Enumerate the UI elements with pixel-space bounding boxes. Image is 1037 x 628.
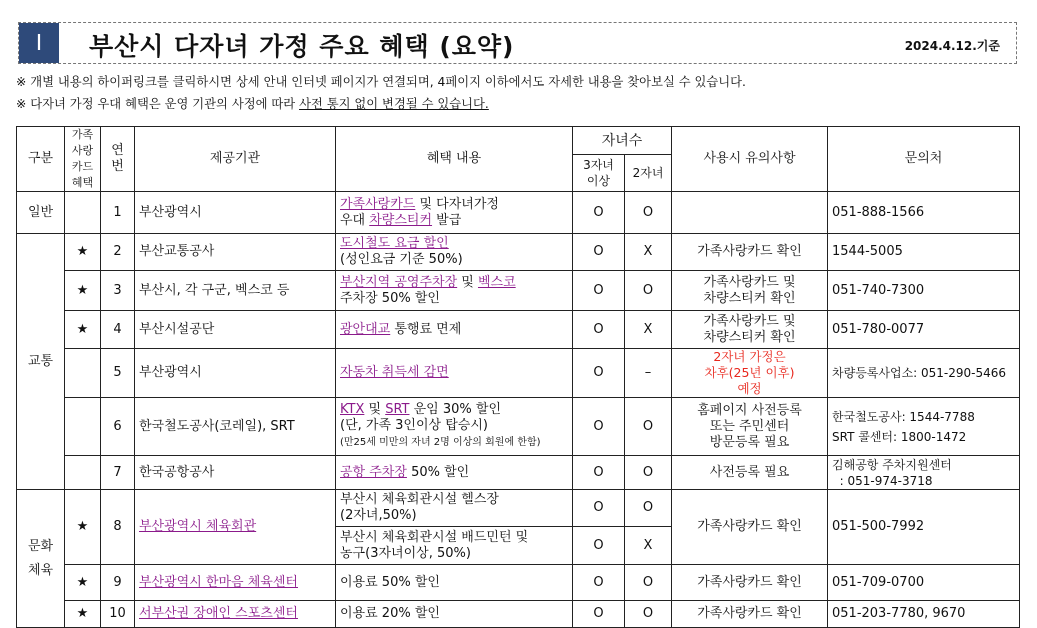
group-transport: 교통 xyxy=(17,234,65,490)
contact-cell: 051-888-1566 xyxy=(828,192,1020,234)
row-number: 6 xyxy=(101,398,135,456)
header-category: 구분 xyxy=(17,127,65,192)
star-icon: ★ xyxy=(65,271,101,311)
star-icon: ★ xyxy=(65,601,101,628)
header-family-card: 가족 사랑 카드 혜택 xyxy=(65,127,101,192)
disabled-sports-center-link[interactable]: 서부산권 장애인 스포츠센터 xyxy=(139,606,298,621)
header-serial: 연 번 xyxy=(101,127,135,192)
subway-discount-link[interactable]: 도시철도 요금 할인 xyxy=(340,236,449,251)
hanmaum-center-link[interactable]: 부산광역시 한마음 체육센터 xyxy=(139,574,298,590)
provider-cell xyxy=(135,565,336,601)
bexco-link[interactable]: 벡스코 xyxy=(477,274,516,290)
row-number: 2 xyxy=(101,234,135,271)
page-header xyxy=(18,22,1017,64)
sports-hall-link[interactable]: 부산광역시 체육회관 xyxy=(139,519,257,534)
row-number: 4 xyxy=(101,311,135,349)
contact-cell: 차량등록사업소: 051-290-5466 xyxy=(828,349,1020,398)
star-icon: ★ xyxy=(65,311,101,349)
three-plus-cell: O xyxy=(573,490,625,527)
header-two: 2자녀 xyxy=(625,155,672,192)
note-change xyxy=(16,94,489,112)
provider-cell xyxy=(135,490,336,565)
notes-cell xyxy=(672,192,828,234)
family-card-link[interactable]: 가족사랑카드 xyxy=(340,196,416,212)
row-number: 10 xyxy=(101,601,135,628)
provider-cell: 부산시, 각 구군, 벡스코 등 xyxy=(135,271,336,311)
three-plus-cell: O xyxy=(573,271,625,311)
contact-cell: 051-780-0077 xyxy=(828,311,1020,349)
notes-cell: 가족사랑카드 확인 xyxy=(672,565,828,601)
note-hyperlink: ※ 개별 내용의 하이퍼링크를 클릭하시면 상세 안내 인터넷 페이지가 연결되며, 4페이지 이하에서도 자세한 내용을 찾아보실 수 있습니다. xyxy=(16,75,746,89)
three-plus-cell: O xyxy=(573,565,625,601)
two-cell: X xyxy=(625,527,672,565)
page-title: 부산시 다자녀 가정 주요 혜택 (요약) xyxy=(89,32,515,61)
contact-cell: 051-500-7992 xyxy=(828,490,1020,565)
section-number-badge: Ⅰ xyxy=(19,23,59,63)
contact-cell: 1544-5005 xyxy=(828,234,1020,271)
vehicle-sticker-link[interactable]: 차량스티커 xyxy=(369,212,433,228)
three-plus-cell: O xyxy=(573,527,625,565)
group-culture: 문화 체육 xyxy=(17,490,65,628)
provider-cell: 한국공항공사 xyxy=(135,456,336,490)
notes-cell: 2자녀 가정은 차후(25년 이후) 예정 xyxy=(672,349,828,398)
srt-link[interactable]: SRT xyxy=(385,402,410,417)
table-row xyxy=(17,601,1020,628)
benefit-cell: 공항 주차장 50% 할인 xyxy=(336,456,573,490)
three-plus-cell: O xyxy=(573,311,625,349)
header-contact: 문의처 xyxy=(828,127,1020,192)
contact-cell: 051-203-7780, 9670 xyxy=(828,601,1020,628)
two-cell: O xyxy=(625,601,672,628)
provider-cell: 부산교통공사 xyxy=(135,234,336,271)
airport-parking-link[interactable]: 공항 주차장 xyxy=(340,464,407,480)
benefit-cell: 도시철도 요금 할인 (성인요금 기준 50%) xyxy=(336,234,573,271)
row-number: 9 xyxy=(101,565,135,601)
header-provider: 제공기관 xyxy=(135,127,336,192)
benefits-table xyxy=(16,126,1020,628)
notes-cell: 사전등록 필요 xyxy=(672,456,828,490)
three-plus-cell: O xyxy=(573,349,625,398)
table-row xyxy=(17,349,1020,398)
provider-cell xyxy=(135,601,336,628)
table-row xyxy=(17,234,1020,271)
benefit-cell: 부산시 체육회관시설 헬스장 (2자녀,50%) xyxy=(336,490,573,527)
header-notes: 사용시 유의사항 xyxy=(672,127,828,192)
two-cell: O xyxy=(625,192,672,234)
gwangan-bridge-link[interactable]: 광안대교 xyxy=(340,321,391,337)
notes-cell: 가족사랑카드 확인 xyxy=(672,490,828,565)
header-children: 자녀수 xyxy=(573,127,672,155)
table-row xyxy=(17,311,1020,349)
two-cell: O xyxy=(625,398,672,456)
contact-cell: 051-740-7300 xyxy=(828,271,1020,311)
contact-cell: 한국철도공사: 1544-7788 SRT 콜센터: 1800-1472 xyxy=(828,398,1020,456)
notes-cell: 가족사랑카드 확인 xyxy=(672,234,828,271)
provider-cell: 한국철도공사(코레일), SRT xyxy=(135,398,336,456)
header-benefit: 혜택 내용 xyxy=(336,127,573,192)
notes-cell: 가족사랑카드 및 차량스티커 확인 xyxy=(672,271,828,311)
contact-cell: 051-709-0700 xyxy=(828,565,1020,601)
group-general: 일반 xyxy=(17,192,65,234)
table-row xyxy=(17,565,1020,601)
two-cell: O xyxy=(625,271,672,311)
notes-cell: 가족사랑카드 및 차량스티커 확인 xyxy=(672,311,828,349)
two-cell: O xyxy=(625,456,672,490)
three-plus-cell: O xyxy=(573,192,625,234)
two-cell: O xyxy=(625,565,672,601)
benefit-cell: 이용료 20% 할인 xyxy=(336,601,573,628)
provider-cell: 부산광역시 xyxy=(135,192,336,234)
contact-cell: 김해공항 주차지원센터 : 051-974-3718 xyxy=(828,456,1020,490)
two-cell: X xyxy=(625,311,672,349)
notes-cell: 홈페이지 사전등록 또는 주민센터 방문등록 필요 xyxy=(672,398,828,456)
provider-cell: 부산광역시 xyxy=(135,349,336,398)
row-number: 7 xyxy=(101,456,135,490)
reference-date: 2024.4.12.기준 xyxy=(904,39,1000,53)
header-three-plus: 3자녀 이상 xyxy=(573,155,625,192)
row-number: 3 xyxy=(101,271,135,311)
star-icon: ★ xyxy=(65,234,101,271)
table-row xyxy=(17,456,1020,490)
three-plus-cell: O xyxy=(573,234,625,271)
row-number: 5 xyxy=(101,349,135,398)
benefit-cell: 이용료 50% 할인 xyxy=(336,565,573,601)
table-row xyxy=(17,192,1020,234)
ktx-link[interactable]: KTX xyxy=(340,402,365,417)
benefit-cell xyxy=(336,349,573,398)
star-icon: ★ xyxy=(65,565,101,601)
row-number: 8 xyxy=(101,490,135,565)
note-change-underlined: 사전 통지 없이 변경될 수 있습니다. xyxy=(299,97,489,111)
benefit-cell: 부산지역 공영주차장 및 벡스코 주차장 50% 할인 xyxy=(336,271,573,311)
benefit-cell: 가족사랑카드 및 다자녀가정 우대 차량스티커 발급 xyxy=(336,192,573,234)
star-icon: ★ xyxy=(65,490,101,565)
benefit-cell: 광안대교 통행료 면제 xyxy=(336,311,573,349)
notes-cell: 가족사랑카드 확인 xyxy=(672,601,828,628)
two-cell: O xyxy=(625,490,672,527)
benefit-cell: 부산시 체육회관시설 배드민턴 및 농구(3자녀이상, 50%) xyxy=(336,527,573,565)
two-cell: X xyxy=(625,234,672,271)
two-cell: – xyxy=(625,349,672,398)
table-row xyxy=(17,490,1020,527)
three-plus-cell: O xyxy=(573,456,625,490)
benefit-cell: KTX 및 SRT 운임 30% 할인 (단, 가족 3인이상 탑승시) (만25세 미만의 자녀 2명 이상의 회원에 한함) xyxy=(336,398,573,456)
table-row xyxy=(17,398,1020,456)
row-number: 1 xyxy=(101,192,135,234)
car-tax-link[interactable]: 자동차 취득세 감면 xyxy=(340,365,449,380)
provider-cell: 부산시설공단 xyxy=(135,311,336,349)
table-row xyxy=(17,271,1020,311)
public-parking-link[interactable]: 부산지역 공영주차장 xyxy=(340,274,458,290)
three-plus-cell: O xyxy=(573,601,625,628)
three-plus-cell: O xyxy=(573,398,625,456)
note-change-prefix: ※ 다자녀 가정 우대 혜택은 운영 기관의 사정에 따라 xyxy=(16,97,300,111)
